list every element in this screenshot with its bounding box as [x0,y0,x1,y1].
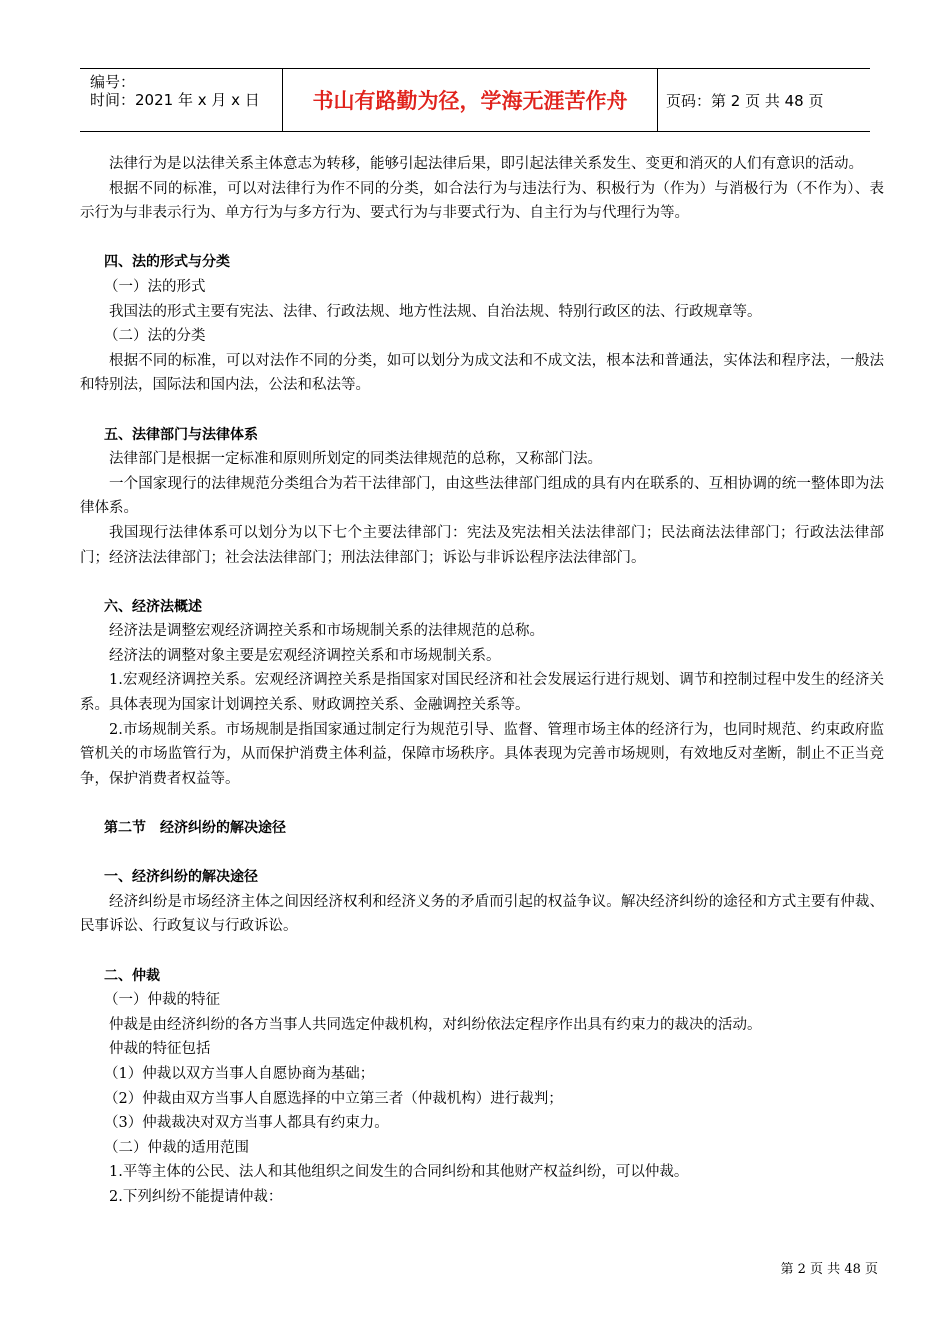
page-header [80,68,870,132]
paragraph: 我国现行法律体系可以划分为以下七个主要法律部门：宪法及宪法相关法法律部门；民法商法法律部门；行政法法律部门；经济法法律部门；社会法法律部门；刑法法律部门；诉讼与非诉讼程序法法律部门。 [80,524,884,566]
subsection-heading: （一）仲裁的特征 [104,992,220,1009]
paragraph: 2.市场规制关系。市场规制是指国家通过制定行为规范引导、监督、管理市场主体的经济行为，也同时规范、约束政府监管机关的市场监管行为，从而保护消费主体利益，保障市场秩序。具体表现为完善市场规则，有效地反对垄断，制止不正当竞争，保护消费者权益等。 [80,721,884,787]
list-item: （3）仲裁裁决对双方当事人都具有约束力。 [104,1115,389,1132]
date-label: 时间：2021 年 x 月 x 日 [90,91,260,109]
paragraph: 经济法的调整对象主要是宏观经济调控关系和市场规制关系。 [109,647,501,664]
paragraph: 经济法是调整宏观经济调控关系和市场规制关系的法律规范的总称。 [109,623,544,640]
paragraph: 1.宏观经济调控关系。宏观经济调控关系是指国家对国民经济和社会发展运行进行规划、调节和控制过程中发生的经济关系。具体表现为国家计划调控关系、财政调控关系、金融调控关系等。 [80,672,884,714]
paragraph: 仲裁的特征包括 [109,1041,211,1058]
list-item: （1）仲裁以双方当事人自愿协商为基础； [104,1065,375,1082]
paragraph: 根据不同的标准，可以对法律行为作不同的分类，如合法行为与违法行为、积极行为（作为）与消极行为（不作为）、表示行为与非表示行为、单方行为与多方行为、要式行为与非要式行为、自主行为与代理行为等。 [80,180,884,222]
paragraph: 我国法的形式主要有宪法、法律、行政法规、地方性法规、自治法规、特别行政区的法、行政规章等。 [109,303,762,320]
chapter-section-title: 第二节 经济纠纷的解决途径 [104,820,286,837]
document-body [80,152,884,1210]
section-heading: 六、经济法概述 [104,598,202,615]
section-heading: 二、仲裁 [104,967,160,984]
section-heading: 一、经济纠纷的解决途径 [104,869,258,886]
subsection-heading: （二）法的分类 [104,328,206,345]
list-item: （2）仲裁由双方当事人自愿选择的中立第三者（仲裁机构）进行裁判； [104,1090,563,1107]
paragraph: 根据不同的标准，可以对法作不同的分类，如可以划分为成文法和不成文法，根本法和普通法，实体法和程序法，一般法和特别法，国际法和国内法，公法和私法等。 [80,352,884,394]
header-page-label: 页码：第 2 页 共 48 页 [666,91,824,110]
page-footer: 第 2 页 共 48 页 [780,1262,878,1277]
section-heading: 四、法的形式与分类 [104,254,230,271]
paragraph: 一个国家现行的法律规范分类组合为若干法律部门，由这些法律部门组成的具有内在联系的、互相协调的统一整体即为法律体系。 [80,475,884,517]
paragraph: 经济纠纷是市场经济主体之间因经济权利和经济义务的矛盾而引起的权益争议。解决经济纠纷的途径和方式主要有仲裁、民事诉讼、行政复议与行政诉讼。 [80,893,884,935]
header-motto: 书山有路勤为径，学海无涯苦作舟 [282,69,658,131]
subsection-heading: （二）仲裁的适用范围 [104,1139,249,1156]
paragraph: 法律部门是根据一定标准和原则所划定的同类法律规范的总称，又称部门法。 [109,451,602,468]
header-info-cell [80,69,282,131]
subsection-heading: （一）法的形式 [104,278,206,295]
section-heading: 五、法律部门与法律体系 [104,426,258,443]
paragraph: 仲裁是由经济纠纷的各方当事人共同选定仲裁机构，对纠纷依法定程序作出具有约束力的裁决的活动。 [109,1016,762,1033]
paragraph: 1.平等主体的公民、法人和其他组织之间发生的合同纠纷和其他财产权益纠纷，可以仲裁。 [109,1164,689,1181]
paragraph: 2.下列纠纷不能提请仲裁： [109,1188,283,1205]
number-label: 编号： [90,73,136,91]
paragraph: 法律行为是以法律关系主体意志为转移，能够引起法律后果，即引起法律关系发生、变更和消灭的人们有意识的活动。 [109,156,863,172]
